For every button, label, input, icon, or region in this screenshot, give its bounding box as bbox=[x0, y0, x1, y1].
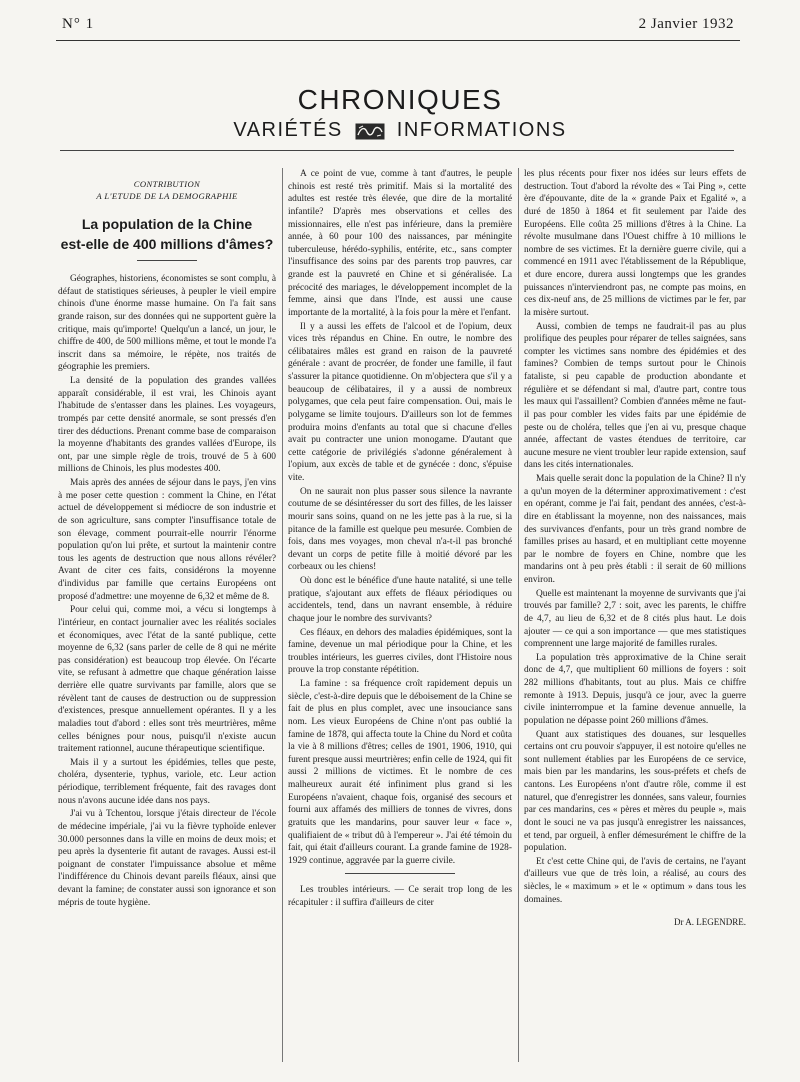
paragraph: Mais quelle serait donc la population de la Chine? Il n'y a qu'un moyen de la déterminer approximativement : c'est en opérant, comme je l'ai fait, pendant des années, c'est-à-dire en établissant la moyenne, non des naissances, mais des survivances d'enfants, pour un très grand nombre de familles prises au hasard, et en multipliant cette moyenne par le nombre de foyers en Chine, nombre que les mandarins ont à peu près établi : il serait de 60 millions environ. bbox=[524, 474, 746, 585]
paragraph: Pour celui qui, comme moi, a vécu si longtemps à l'intérieur, en contact journalier avec les réalités sociales et économiques, avec l'état de la santé publique, cette moyenne de 6,32 (sans parler de celle de 8 qui ne mérite pas considération) est beaucoup trop élevée. On l'écarte vite, se refusant à admettre que chaque génération laisse derrière elle quatre survivants par famille, alors que se révèlent tant de causes de destruction ou de suppression d'existences, presque annuellement opérantes. Il y a les maladies tout d'abord : elles sont très meurtrières, même celles bénignes pour nous, puisqu'il n'existe aucun traitement rationnel, aucune thérapeutique scientifique. bbox=[58, 605, 276, 755]
paragraph: Quant aux statistiques des douanes, sur lesquelles certains ont cru pouvoir s'appuyer, il est notoire qu'elles ne sont nullement établies par les Européens de ce service, mais bien par les mandarins, les sous-préfets et chefs de cantons. Les Européens n'ont d'autre rôle, comme il est naturel, que d'enregistrer les données, sans valeur, fournies par ces mandarins, ces « pères et mères du peuple », mais dont le souci ne va pas jusqu'à enregistrer les naissances, et tend, par orgueil, à enfler démesurément le chiffre de la population. bbox=[524, 729, 746, 854]
header-rule bbox=[56, 40, 740, 41]
paragraph: J'ai vu à Tchentou, lorsque j'étais directeur de l'école de médecine impériale, j'ai vu la fièvre typhoïde enlever 30.000 personnes dans la ville en moins de deux mois; et peu après la dysenterie fit autant de ravages. Aussi est-il poignant de constater l'impuissance absolue et même l'indifférence du Chinois devant pareils fléaux, ainsi que devant la famine; de constater aussi son ignorance et son mépris de toute hygiène. bbox=[58, 809, 276, 908]
paragraph: On ne saurait non plus passer sous silence la navrante coutume de se désintéresser du sort des filles, de les laisser mourir sans soins, quand on ne les jette pas à la rue, si la pitance de la famille est quelque peu mesurée. Combien de fois, dans mes voyages, mon cheval n'a-t-il pas bronché devant un corps de petite fille à moitié dévoré par les corbeaux ou les chiens! bbox=[288, 486, 512, 573]
masthead-subtitle bbox=[0, 118, 800, 142]
paragraph: Où donc est le bénéfice d'une haute natalité, si une telle pratique, s'ajoutant aux effets de fléaux périodiques ou accidentels, tend, dans un navrant ensemble, à réduire chaque jour le nombre des survivants? bbox=[288, 576, 512, 624]
title-rule bbox=[137, 260, 197, 261]
paragraph: les plus récents pour fixer nos idées sur leurs effets de destruction. Tout d'abord la révolte des « Tai Ping », cette ère d'épouvante, dite de la « grande Paix et Egalité », a duré de 1850 à 1864 et fit seulement par l'aide des Européens. Elle coûta 25 millions d'êtres à la Chine. La révolte musulmane dans l'Ouest chiffre à 10 millions le nombre de ses victimes. Et la dernière guerre civile, qui a commencé en 1911 avec l'établissement de la République, et dure encore, durera aussi longtemps que les grandes puissances n'interviendront pas, ne compte pas moins, en ces dix-neuf ans, de 25 millions de victimes par le fer, par la misère surtout. bbox=[524, 169, 746, 318]
section-subheading: A L'ETUDE DE LA DEMOGRAPHIE bbox=[96, 191, 238, 201]
article-title-line-1: La population de la Chine bbox=[81, 216, 253, 232]
masthead bbox=[0, 84, 800, 142]
column-1 bbox=[58, 168, 276, 910]
section-heading: CONTRIBUTION bbox=[133, 179, 201, 189]
paragraph: Et c'est cette Chine qui, de l'avis de certains, ne l'ayant d'ailleurs vue que de très loin, a réalisé, au cours des siècles, le « maximum » et le « optimum » dans tous les domaines. bbox=[524, 856, 746, 905]
article-title bbox=[58, 214, 276, 254]
issue-number: N° 1 bbox=[62, 16, 95, 32]
column-divider bbox=[518, 168, 519, 1062]
column-2 bbox=[288, 168, 512, 911]
paragraph: Il y a aussi les effets de l'alcool et de l'opium, deux vices très répandus en Chine. En outre, le nombre des célibataires mâles est grand en raison de la pauvreté générale : avant de procréer, de fonder une famille, il faut s'assurer la pitance quotidienne. On m'objectera que s'il y a beaucoup de célibataires, il y a aussi de nombreux polygames, que cela peut faire compensation. Oui, mais le polygame se limite toujours. D'ailleurs son lot de femmes produira moins d'enfants au total que si chacune d'elles avait pu contracter une union monogame. D'autant que cette catégorie de privilégiés s'adonne généralement à l'opium, aux excès de table et de gynécée : donc, s'épuise vite. bbox=[288, 321, 512, 483]
author-signature: Dr A. LEGENDRE. bbox=[674, 917, 746, 928]
article-title-line-2: est-elle de 400 millions d'âmes? bbox=[60, 236, 274, 252]
paragraph: La population très approximative de la Chine serait donc de 4,7, que multiplient 60 millions de foyers : soit 282 millions d'habitants, tout au plus. Mais ce chiffre remonte à 1913. Depuis, jusqu'à ce jour, avec la guerre civile ininterrompue et la famine devenue annuelle, la population ne dépasse point 260 millions d'âmes. bbox=[524, 652, 746, 726]
paragraph: La famine : sa fréquence croît rapidement depuis un siècle, c'est-à-dire depuis que le déboisement de la Chine se fait de plus en plus complet, avec une insouciance sans nom. Les vieux Européens de Chine n'ont pas oublié la famine de 1878, qui affecta toute la Chine du Nord et coûta la vie à 8 millions d'êtres; celles de 1901, 1906, 1910, qui furent presque aussi meurtrières; enfin celle de 1924, qui fit aussi 2 millions de victimes. Et le nombre de ces malheureux aurait été infiniment plus grand si les Européens n'avaient, chaque fois, organisé des secours et fourni aux affamés des milliers de tonnes de vivres, dons gratuits que les mandarins, pour sauver leur « face », qualifiaient de « tribut dû à l'empereur ». J'ai été témoin du fait, qui était d'ailleurs courant. La grande famine de 1928-1929 continue, aggravée par la guerre civile. bbox=[288, 679, 513, 866]
paragraph: Ces fléaux, en dehors des maladies épidémiques, sont la famine, devenue un mal périodique pour la Chine, et les troubles intérieurs, les guerres civiles, dont l'Histoire nous prouve la trop constante répétition. bbox=[288, 627, 512, 676]
masthead-title: CHRONIQUES bbox=[297, 84, 503, 115]
issue-date: 2 Janvier 1932 bbox=[638, 16, 734, 32]
paragraph: Aussi, combien de temps ne faudrait-il pas au plus prolifique des peuples pour réparer de telles saignées, sans compter les victimes sans nombre des épidémies et des famines? Combien de temps surtout pour le Chinois fataliste, si peu capable de production abondante et régulière et se défendant si mal, d'autre part, contre tous les maux qui l'assaillent? Combien d'années même ne faut-il pas pour combler les vides faits par une épidémie de peste ou de choléra, telles que j'en ai vu, presque chaque année, affectant de vastes étendues de territoire, car aucune mesure ne vient troubler leur rapide extension, sauf dans les cités internationales. bbox=[524, 321, 746, 471]
dragon-emblem-icon bbox=[355, 122, 385, 139]
paragraph: Les troubles intérieurs. — Ce serait trop long de les récapituler : il suffira d'ailleurs de citer bbox=[288, 885, 512, 908]
masthead-right-word: INFORMATIONS bbox=[396, 119, 567, 141]
paragraph: Quelle est maintenant la moyenne de survivants que j'ai trouvés par famille? 2,7 : soit, avec les parents, le chiffre de 4,7, au lieu de 6,32 et de 8 cités plus haut. Le dois ajouter — ce qui a son importance — que mes statistiques comprennent une large majorité de familles rurales. bbox=[524, 588, 746, 650]
section-rule bbox=[345, 873, 455, 874]
masthead-left-word: VARIÉTÉS bbox=[233, 119, 343, 141]
paragraph: La densité de la population des grandes vallées apparaît considérable, il est vrai, les Chinois ayant l'habitude de s'entasser dans les plaines. Les voyageurs, trompés par cette densité anormale, se sont pressés d'en tirer des déductions. Prenant comme base de comparaison la moyenne d'habitants des grandes vallées d'Europe, ils ont, par une simple règle de trois, trouvé de 5 à 600 millions de Chinois, les plus modestes 400. bbox=[58, 376, 276, 475]
paragraph: A ce point de vue, comme à tant d'autres, le peuple chinois est resté très primitif. Mais si la mortalité des adultes est restée très élevée, que dire de la mortalité infantile? D'après mes observations et celles des missionnaires, elle n'est pas inférieure, dans la première année, à 60 pour 100 des naissances, par méningite tuberculeuse, hérédo-syphilis, entérite, etc., sans compter l'insuffisance des soins par des parents trop pauvres, car grande est la pauvreté en Chine et si généralisée. La précocité des mariages, le développement incomplet de la femme, ainsi que dans l'Inde, est aussi une cause importante de la mortalité, à la fois pour la mère et l'enfant. bbox=[288, 169, 512, 318]
paragraph: Géographes, historiens, économistes se sont complu, à défaut de statistiques sérieuses, à peupler le vieil empire chinois d'une énorme masse humaine. On l'a fait sans grande raison, sur des données qui ne supportent guère la critique, mais qu'importe! Quelqu'un a lancé, un jour, le chiffre de 400, de 500 millions même, et tout le monde l'a inscrit dans sa mémoire, le répète, nos traités de géographie les premiers. bbox=[58, 274, 276, 373]
page-header bbox=[62, 16, 734, 38]
paragraph: Mais il y a surtout les épidémies, telles que peste, choléra, dysenterie, typhus, variole, etc. Leur action périodique, terriblement fréquente, fait des ravages dont nous n'avons aucune idée dans nos pays. bbox=[58, 757, 276, 806]
column-3 bbox=[524, 168, 746, 929]
column-divider bbox=[282, 168, 283, 1062]
paragraph: Mais après des années de séjour dans le pays, j'en vins à me poser cette question : comment la Chine, en l'état actuel de développement si médiocre de son industrie et de son agriculture, sans compter l'insuffisance totale de son élevage, comment pourrait-elle nourrir l'énorme population qu'on lui prête, et surtout la maintenir contre tous les agents de destruction que nous allons révéler? Avant de citer ces faits, considérons la moyenne d'individus par famille que certains Européens ont proposé d'admettre: une moyenne de 6,32 et même de 8. bbox=[58, 478, 276, 602]
masthead-rule bbox=[60, 150, 734, 151]
